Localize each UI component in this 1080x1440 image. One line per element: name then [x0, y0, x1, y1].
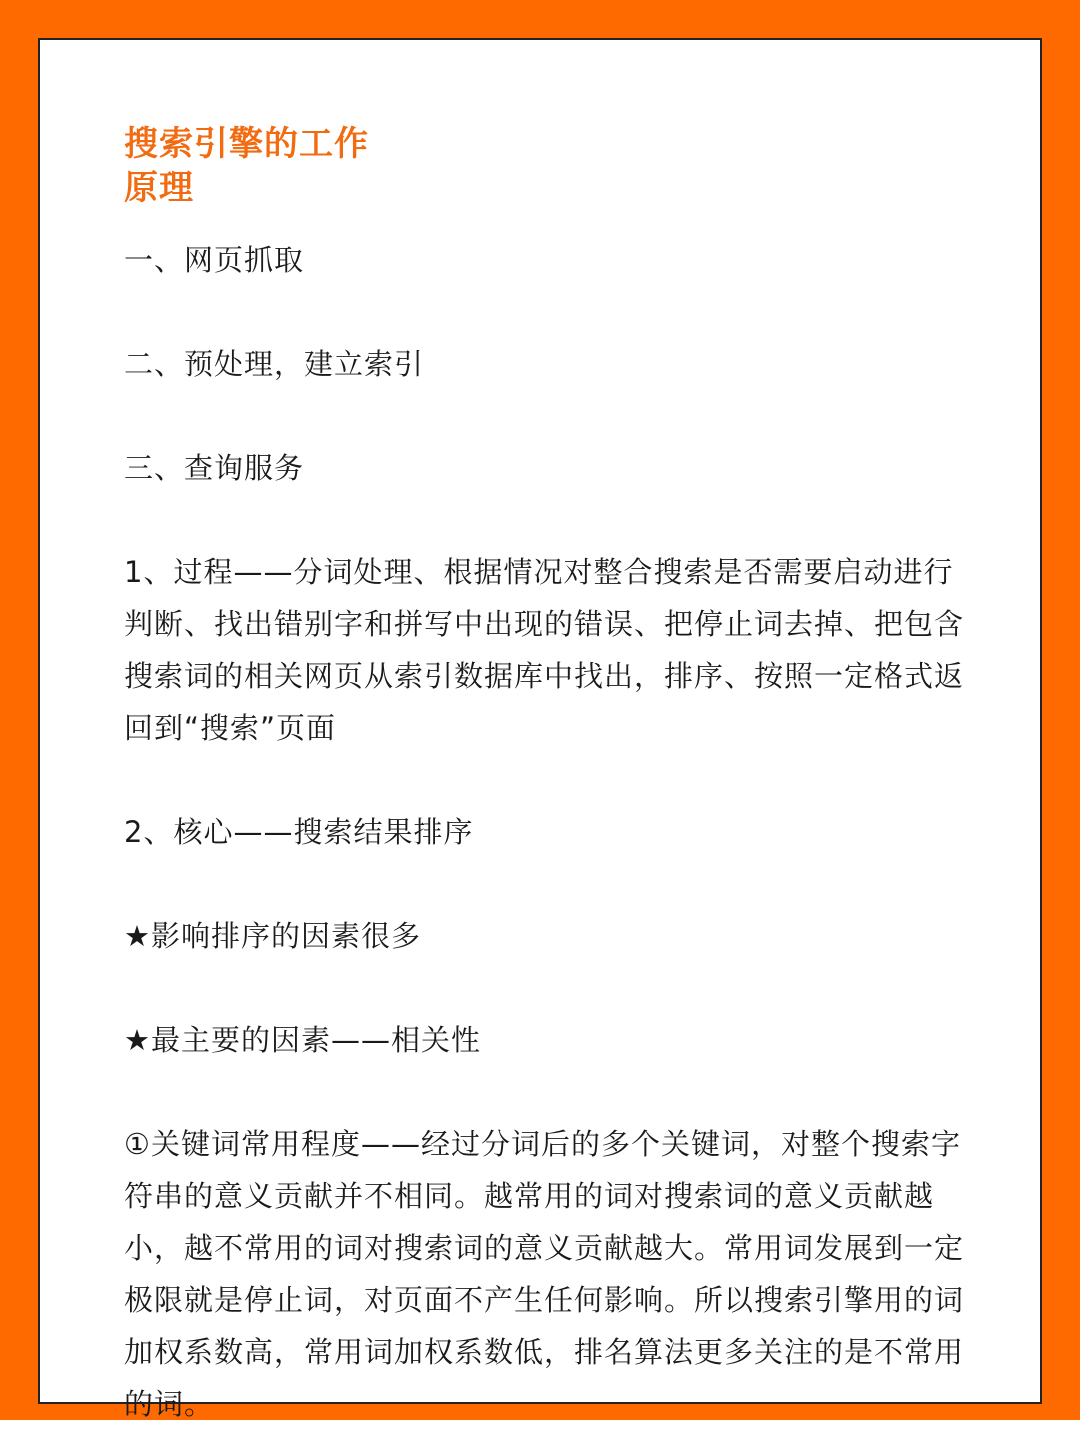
- article-body: [124, 122, 964, 1430]
- point-core: 2、核心——搜索结果排序: [124, 815, 474, 849]
- section-query: 三、查询服务: [124, 451, 305, 485]
- star-relevance: ★最主要的因素——相关性: [124, 1023, 481, 1057]
- point-process: 1、过程——分词处理、根据情况对整合搜索是否需要启动进行判断、找出错别字和拼写中出现的错误、把停止词去掉、把包含搜索词的相关网页从索引数据库中找出，排序、按照一定格式返回到“搜索”页面: [124, 555, 965, 745]
- content-card: [38, 38, 1042, 1421]
- section-preprocess: 二、预处理，建立索引: [124, 347, 425, 381]
- section-crawl: 一、网页抓取: [124, 243, 305, 277]
- star-factors: ★影响排序的因素很多: [124, 919, 421, 953]
- page-title: [124, 122, 964, 210]
- keyword-frequency: ①关键词常用程度——经过分词后的多个关键词，对整个搜索字符串的意义贡献并不相同。越常用的词对搜索词的意义贡献越小，越不常用的词对搜索词的意义贡献越大。常用词发展到一定极限就是停止词，对页面不产生任何影响。所以搜索引擎用的词加权系数高，常用词加权系数低，排名算法更多关注的是不常用的词。: [124, 1127, 965, 1421]
- title-line-2: 原理: [124, 168, 194, 208]
- title-line-1: 搜索引擎的工作: [124, 124, 369, 164]
